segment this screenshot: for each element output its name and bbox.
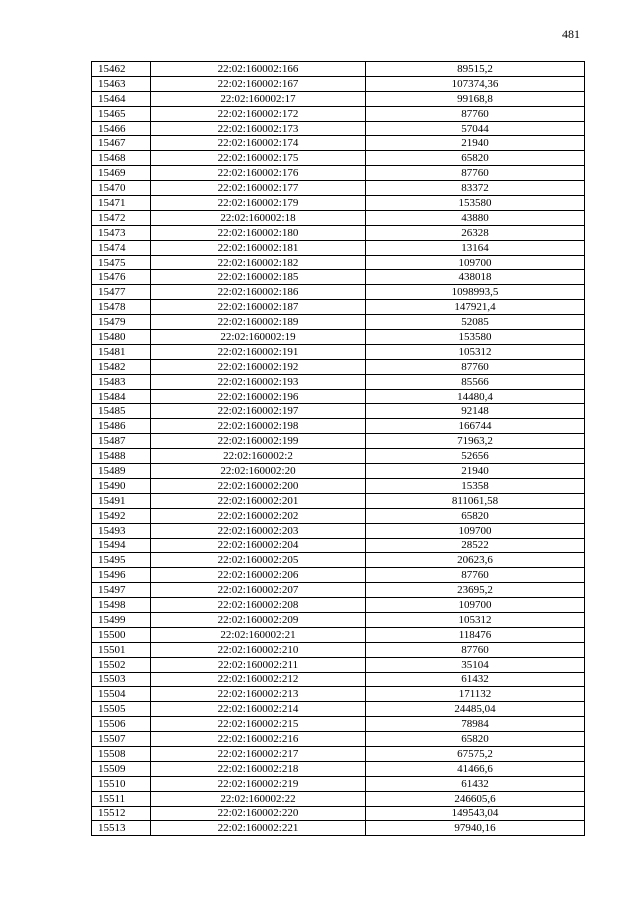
cadastral-number-cell: 22:02:160002:209: [151, 612, 366, 627]
cadastral-number-cell: 22:02:160002:217: [151, 746, 366, 761]
table-row: [92, 657, 585, 672]
row-number-cell: 15478: [92, 300, 151, 315]
cadastral-number-cell: 22:02:160002:211: [151, 657, 366, 672]
value-cell: 109700: [366, 523, 585, 538]
row-number-cell: 15486: [92, 419, 151, 434]
row-number-cell: 15490: [92, 478, 151, 493]
row-number-cell: 15467: [92, 136, 151, 151]
row-number-cell: 15463: [92, 76, 151, 91]
value-cell: 71963,2: [366, 434, 585, 449]
table-row: [92, 196, 585, 211]
cadastral-number-cell: 22:02:160002:203: [151, 523, 366, 538]
value-cell: 109700: [366, 255, 585, 270]
cadastral-number-cell: 22:02:160002:167: [151, 76, 366, 91]
value-cell: 166744: [366, 419, 585, 434]
table-row: [92, 240, 585, 255]
cadastral-number-cell: 22:02:160002:185: [151, 270, 366, 285]
table-row: [92, 434, 585, 449]
row-number-cell: 15474: [92, 240, 151, 255]
value-cell: 149543,04: [366, 806, 585, 821]
value-cell: 89515,2: [366, 62, 585, 77]
cadastral-number-cell: 22:02:160002:193: [151, 374, 366, 389]
table-row: [92, 791, 585, 806]
row-number-cell: 15504: [92, 687, 151, 702]
row-number-cell: 15476: [92, 270, 151, 285]
table-row: [92, 121, 585, 136]
row-number-cell: 15483: [92, 374, 151, 389]
value-cell: 14480,4: [366, 389, 585, 404]
table-row: [92, 821, 585, 836]
table-row: [92, 732, 585, 747]
row-number-cell: 15496: [92, 568, 151, 583]
cadastral-number-cell: 22:02:160002:174: [151, 136, 366, 151]
table-row: [92, 493, 585, 508]
value-cell: 92148: [366, 404, 585, 419]
row-number-cell: 15465: [92, 106, 151, 121]
table-row: [92, 627, 585, 642]
cadastral-number-cell: 22:02:160002:201: [151, 493, 366, 508]
row-number-cell: 15462: [92, 62, 151, 77]
value-cell: 109700: [366, 598, 585, 613]
value-cell: 87760: [366, 642, 585, 657]
value-cell: 107374,36: [366, 76, 585, 91]
cadastral-number-cell: 22:02:160002:189: [151, 315, 366, 330]
table-row: [92, 806, 585, 821]
value-cell: 85566: [366, 374, 585, 389]
cadastral-number-cell: 22:02:160002:204: [151, 538, 366, 553]
cadastral-number-cell: 22:02:160002:206: [151, 568, 366, 583]
value-cell: 87760: [366, 568, 585, 583]
value-cell: 97940,16: [366, 821, 585, 836]
table-row: [92, 166, 585, 181]
cadastral-number-cell: 22:02:160002:207: [151, 583, 366, 598]
cadastral-number-cell: 22:02:160002:192: [151, 359, 366, 374]
cadastral-number-cell: 22:02:160002:208: [151, 598, 366, 613]
cadastral-number-cell: 22:02:160002:210: [151, 642, 366, 657]
cadastral-number-cell: 22:02:160002:182: [151, 255, 366, 270]
value-cell: 23695,2: [366, 583, 585, 598]
value-cell: 67575,2: [366, 746, 585, 761]
cadastral-number-cell: 22:02:160002:166: [151, 62, 366, 77]
value-cell: 61432: [366, 776, 585, 791]
cadastral-number-cell: 22:02:160002:202: [151, 508, 366, 523]
row-number-cell: 15494: [92, 538, 151, 553]
row-number-cell: 15482: [92, 359, 151, 374]
row-number-cell: 15508: [92, 746, 151, 761]
table-row: [92, 300, 585, 315]
row-number-cell: 15470: [92, 181, 151, 196]
cadastral-number-cell: 22:02:160002:187: [151, 300, 366, 315]
cadastral-number-cell: 22:02:160002:200: [151, 478, 366, 493]
row-number-cell: 15473: [92, 225, 151, 240]
value-cell: 147921,4: [366, 300, 585, 315]
value-cell: 87760: [366, 106, 585, 121]
table-row: [92, 315, 585, 330]
row-number-cell: 15512: [92, 806, 151, 821]
value-cell: 43880: [366, 210, 585, 225]
cadastral-number-cell: 22:02:160002:179: [151, 196, 366, 211]
cadastral-number-cell: 22:02:160002:180: [151, 225, 366, 240]
cadastral-number-cell: 22:02:160002:172: [151, 106, 366, 121]
row-number-cell: 15513: [92, 821, 151, 836]
table-row: [92, 359, 585, 374]
table-row: [92, 717, 585, 732]
row-number-cell: 15471: [92, 196, 151, 211]
table-row: [92, 136, 585, 151]
value-cell: 21940: [366, 464, 585, 479]
table-row: [92, 508, 585, 523]
cadastral-number-cell: 22:02:160002:191: [151, 344, 366, 359]
cadastral-number-cell: 22:02:160002:20: [151, 464, 366, 479]
table-row: [92, 598, 585, 613]
cadastral-number-cell: 22:02:160002:177: [151, 181, 366, 196]
value-cell: 13164: [366, 240, 585, 255]
cadastral-number-cell: 22:02:160002:219: [151, 776, 366, 791]
cadastral-number-cell: 22:02:160002:196: [151, 389, 366, 404]
table-row: [92, 538, 585, 553]
row-number-cell: 15500: [92, 627, 151, 642]
value-cell: 52656: [366, 449, 585, 464]
row-number-cell: 15493: [92, 523, 151, 538]
table-row: [92, 151, 585, 166]
value-cell: 153580: [366, 196, 585, 211]
cadastral-number-cell: 22:02:160002:199: [151, 434, 366, 449]
cadastral-number-cell: 22:02:160002:220: [151, 806, 366, 821]
value-cell: 65820: [366, 732, 585, 747]
row-number-cell: 15475: [92, 255, 151, 270]
cadastral-number-cell: 22:02:160002:215: [151, 717, 366, 732]
value-cell: 246605,6: [366, 791, 585, 806]
table-row: [92, 419, 585, 434]
value-cell: 171132: [366, 687, 585, 702]
row-number-cell: 15497: [92, 583, 151, 598]
table-row: [92, 553, 585, 568]
row-number-cell: 15481: [92, 344, 151, 359]
value-cell: 21940: [366, 136, 585, 151]
row-number-cell: 15511: [92, 791, 151, 806]
value-cell: 26328: [366, 225, 585, 240]
value-cell: 87760: [366, 359, 585, 374]
row-number-cell: 15505: [92, 702, 151, 717]
table-row: [92, 746, 585, 761]
row-number-cell: 15485: [92, 404, 151, 419]
value-cell: 57044: [366, 121, 585, 136]
value-cell: 24485,04: [366, 702, 585, 717]
row-number-cell: 15491: [92, 493, 151, 508]
row-number-cell: 15468: [92, 151, 151, 166]
cadastral-number-cell: 22:02:160002:197: [151, 404, 366, 419]
table-row: [92, 687, 585, 702]
cadastral-number-cell: 22:02:160002:18: [151, 210, 366, 225]
value-cell: 65820: [366, 151, 585, 166]
value-cell: 78984: [366, 717, 585, 732]
value-cell: 35104: [366, 657, 585, 672]
table-row: [92, 106, 585, 121]
table-row: [92, 568, 585, 583]
row-number-cell: 15489: [92, 464, 151, 479]
row-number-cell: 15477: [92, 285, 151, 300]
table-row: [92, 612, 585, 627]
row-number-cell: 15495: [92, 553, 151, 568]
value-cell: 41466,6: [366, 761, 585, 776]
row-number-cell: 15498: [92, 598, 151, 613]
table-row: [92, 583, 585, 598]
row-number-cell: 15509: [92, 761, 151, 776]
row-number-cell: 15503: [92, 672, 151, 687]
table-row: [92, 181, 585, 196]
table-row: [92, 776, 585, 791]
value-cell: 61432: [366, 672, 585, 687]
row-number-cell: 15492: [92, 508, 151, 523]
cadastral-number-cell: 22:02:160002:216: [151, 732, 366, 747]
page-number: 481: [562, 27, 580, 41]
value-cell: 65820: [366, 508, 585, 523]
cadastral-number-cell: 22:02:160002:186: [151, 285, 366, 300]
cadastral-number-cell: 22:02:160002:212: [151, 672, 366, 687]
table-row: [92, 478, 585, 493]
table-row: [92, 374, 585, 389]
value-cell: 28522: [366, 538, 585, 553]
cadastral-number-cell: 22:02:160002:221: [151, 821, 366, 836]
row-number-cell: 15466: [92, 121, 151, 136]
row-number-cell: 15501: [92, 642, 151, 657]
value-cell: 105312: [366, 344, 585, 359]
row-number-cell: 15484: [92, 389, 151, 404]
table-row: [92, 761, 585, 776]
cadastral-number-cell: 22:02:160002:2: [151, 449, 366, 464]
row-number-cell: 15464: [92, 91, 151, 106]
cadastral-number-cell: 22:02:160002:175: [151, 151, 366, 166]
value-cell: 438018: [366, 270, 585, 285]
value-cell: 83372: [366, 181, 585, 196]
cadastral-number-cell: 22:02:160002:205: [151, 553, 366, 568]
row-number-cell: 15510: [92, 776, 151, 791]
table-row: [92, 523, 585, 538]
table-row: [92, 91, 585, 106]
table-body: [92, 62, 585, 836]
cadastral-number-cell: 22:02:160002:21: [151, 627, 366, 642]
table-row: [92, 702, 585, 717]
cadastral-number-cell: 22:02:160002:213: [151, 687, 366, 702]
value-cell: 153580: [366, 330, 585, 345]
value-cell: 15358: [366, 478, 585, 493]
cadastral-number-cell: 22:02:160002:198: [151, 419, 366, 434]
table-row: [92, 285, 585, 300]
cadastral-number-cell: 22:02:160002:176: [151, 166, 366, 181]
cadastral-number-cell: 22:02:160002:17: [151, 91, 366, 106]
table-row: [92, 449, 585, 464]
table-row: [92, 464, 585, 479]
cadastral-number-cell: 22:02:160002:214: [151, 702, 366, 717]
table-row: [92, 76, 585, 91]
value-cell: 105312: [366, 612, 585, 627]
table-row: [92, 642, 585, 657]
table-row: [92, 404, 585, 419]
table-row: [92, 330, 585, 345]
row-number-cell: 15487: [92, 434, 151, 449]
cadastral-number-cell: 22:02:160002:22: [151, 791, 366, 806]
row-number-cell: 15479: [92, 315, 151, 330]
cadastral-number-cell: 22:02:160002:218: [151, 761, 366, 776]
value-cell: 811061,58: [366, 493, 585, 508]
row-number-cell: 15507: [92, 732, 151, 747]
table-row: [92, 344, 585, 359]
cadastral-number-cell: 22:02:160002:19: [151, 330, 366, 345]
cadastral-value-table: [91, 61, 585, 836]
table-row: [92, 255, 585, 270]
cadastral-number-cell: 22:02:160002:173: [151, 121, 366, 136]
value-cell: 118476: [366, 627, 585, 642]
cadastral-number-cell: 22:02:160002:181: [151, 240, 366, 255]
table-row: [92, 62, 585, 77]
row-number-cell: 15469: [92, 166, 151, 181]
row-number-cell: 15488: [92, 449, 151, 464]
table-row: [92, 210, 585, 225]
row-number-cell: 15499: [92, 612, 151, 627]
table-row: [92, 389, 585, 404]
value-cell: 1098993,5: [366, 285, 585, 300]
value-cell: 52085: [366, 315, 585, 330]
value-cell: 99168,8: [366, 91, 585, 106]
row-number-cell: 15480: [92, 330, 151, 345]
row-number-cell: 15472: [92, 210, 151, 225]
table-row: [92, 672, 585, 687]
value-cell: 87760: [366, 166, 585, 181]
row-number-cell: 15502: [92, 657, 151, 672]
table-row: [92, 225, 585, 240]
row-number-cell: 15506: [92, 717, 151, 732]
table-row: [92, 270, 585, 285]
value-cell: 20623,6: [366, 553, 585, 568]
